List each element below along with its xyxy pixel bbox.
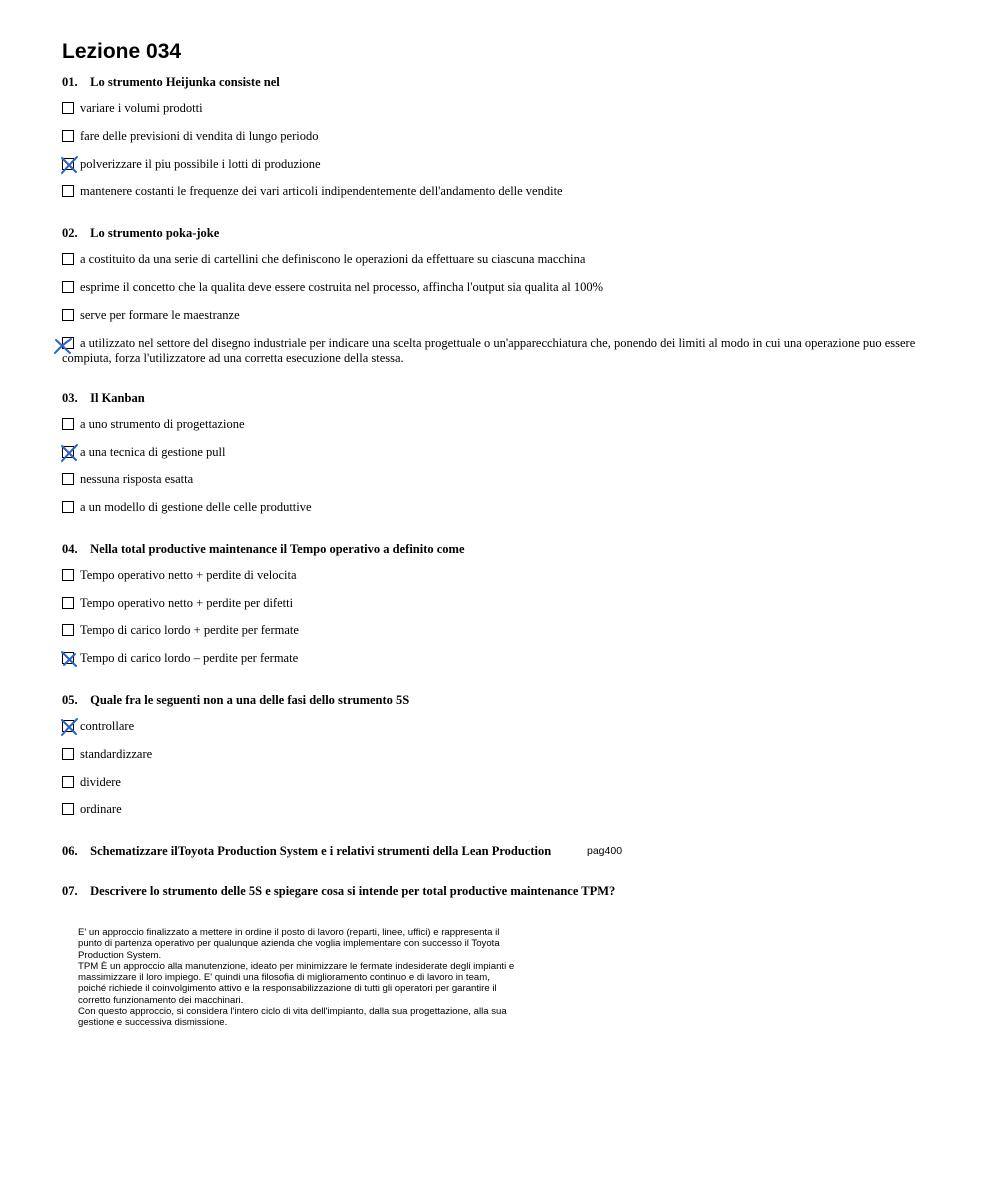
checkbox[interactable] xyxy=(62,253,74,265)
answer-line: TPM È un approccio alla manutenzione, ideato per minimizzare le fermate indesiderate degli impianti e xyxy=(78,960,515,972)
checkbox[interactable] xyxy=(62,803,74,815)
question-02 xyxy=(62,226,219,241)
answer-text-block xyxy=(78,927,548,1029)
question-number: 04. xyxy=(62,542,78,556)
checkbox[interactable] xyxy=(62,501,74,513)
option-text: nessuna risposta esatta xyxy=(80,472,194,486)
checkbox[interactable] xyxy=(62,473,74,485)
question-04 xyxy=(62,542,465,557)
option-text: Tempo operativo netto + perdite di velocita xyxy=(80,568,297,582)
question-text: Lo strumento Heijunka consiste nel xyxy=(90,75,280,89)
question-07 xyxy=(62,884,615,899)
answer-line: massimizzare il loro impiego. E' quindi una filosofia di miglioramento continuo e di lavoro in team, xyxy=(78,972,490,984)
checkbox[interactable] xyxy=(62,130,74,142)
question-text: Il Kanban xyxy=(90,391,145,405)
question-05 xyxy=(62,693,409,708)
answer-line: poiché richiede il coinvolgimento attivo e la responsabilizzazione di tutti gli operatori per garantire il xyxy=(78,983,497,995)
option-text: a uno strumento di progettazione xyxy=(80,417,245,431)
option-text: dividere xyxy=(80,775,121,789)
question-03 xyxy=(62,391,145,406)
option-text: serve per formare le maestranze xyxy=(80,308,240,322)
option-text: Tempo di carico lordo + perdite per fermate xyxy=(80,623,299,637)
checkmark-x-icon xyxy=(58,441,82,465)
option-text: a una tecnica di gestione pull xyxy=(80,445,226,459)
question-text: Nella total productive maintenance il Tempo operativo a definito come xyxy=(90,542,465,556)
option-text: a utilizzato nel settore del disegno industriale per indicare una scelta progettuale o un'apparecchiatura che, ponendo dei limiti al modo in cui una operazione puo essere compiuta, forza l'utilizzatore ad una corretta esecuzione della stessa. xyxy=(62,336,916,365)
question-number: 06. xyxy=(62,844,78,858)
checkmark-x-icon xyxy=(58,647,82,671)
answer-line: Production System. xyxy=(78,949,162,961)
answer-note: pag400 xyxy=(587,845,623,857)
option-text: ordinare xyxy=(80,802,122,816)
option-text: variare i volumi prodotti xyxy=(80,101,203,115)
question-06 xyxy=(62,844,551,859)
checkbox[interactable] xyxy=(62,309,74,321)
answer-line: punto di partenza operativo per qualunque azienda che voglia implementare con successo il Toyota xyxy=(78,938,500,950)
question-number: 05. xyxy=(62,693,78,707)
question-text: Lo strumento poka-joke xyxy=(90,226,220,240)
question-number: 02. xyxy=(62,226,78,240)
question-text: Schematizzare ilToyota Production System e i relativi strumenti della Lean Production xyxy=(90,844,552,858)
answer-line: gestione e successiva dismissione. xyxy=(78,1017,228,1029)
option-02-d[interactable] xyxy=(62,336,922,366)
answer-line: E' un approccio finalizzato a mettere in ordine il posto di lavoro (reparti, linee, uffici) e rappresenta il xyxy=(78,927,500,938)
checkbox[interactable] xyxy=(62,624,74,636)
question-01 xyxy=(62,75,280,90)
checkbox[interactable] xyxy=(62,418,74,430)
checkmark-x-icon xyxy=(58,153,82,177)
option-text: a costituito da una serie di cartellini che definiscono le operazioni da effettuare su ciascuna macchina xyxy=(80,252,586,266)
question-number: 03. xyxy=(62,391,78,405)
question-text: Descrivere lo strumento delle 5S e spiegare cosa si intende per total productive maintenance TPM? xyxy=(90,884,616,898)
option-text: fare delle previsioni di vendita di lungo periodo xyxy=(80,129,319,143)
checkmark-x-icon xyxy=(58,715,82,739)
option-text: Tempo operativo netto + perdite per difetti xyxy=(80,596,294,610)
checkbox[interactable] xyxy=(62,102,74,114)
option-text: controllare xyxy=(80,719,135,733)
checkbox[interactable] xyxy=(62,597,74,609)
option-text: polverizzare il piu possibile i lotti di produzione xyxy=(80,157,321,171)
checkbox[interactable] xyxy=(62,281,74,293)
option-text: standardizzare xyxy=(80,747,153,761)
checkmark-x-icon xyxy=(54,333,78,357)
answer-line: corretto funzionamento dei macchinari. xyxy=(78,994,244,1006)
checkbox[interactable] xyxy=(62,185,74,197)
checkbox[interactable] xyxy=(62,748,74,760)
answer-line: Con questo approccio, si considera l'intero ciclo di vita dell'impianto, dalla sua progettazione, alla sua xyxy=(78,1006,507,1018)
question-number: 01. xyxy=(62,75,78,89)
question-number: 07. xyxy=(62,884,78,898)
question-text: Quale fra le seguenti non a una delle fasi dello strumento 5S xyxy=(90,693,410,707)
checkbox[interactable] xyxy=(62,776,74,788)
option-text: a un modello di gestione delle celle produttive xyxy=(80,500,312,514)
option-text: mantenere costanti le frequenze dei vari articoli indipendentemente dell'andamento delle vendite xyxy=(80,184,563,198)
option-text: esprime il concetto che la qualita deve essere costruita nel processo, affincha l'output sia qualita al 100% xyxy=(80,280,604,294)
page-title: Lezione 034 xyxy=(62,40,182,63)
checkbox[interactable] xyxy=(62,569,74,581)
option-text: Tempo di carico lordo – perdite per fermate xyxy=(80,651,299,665)
